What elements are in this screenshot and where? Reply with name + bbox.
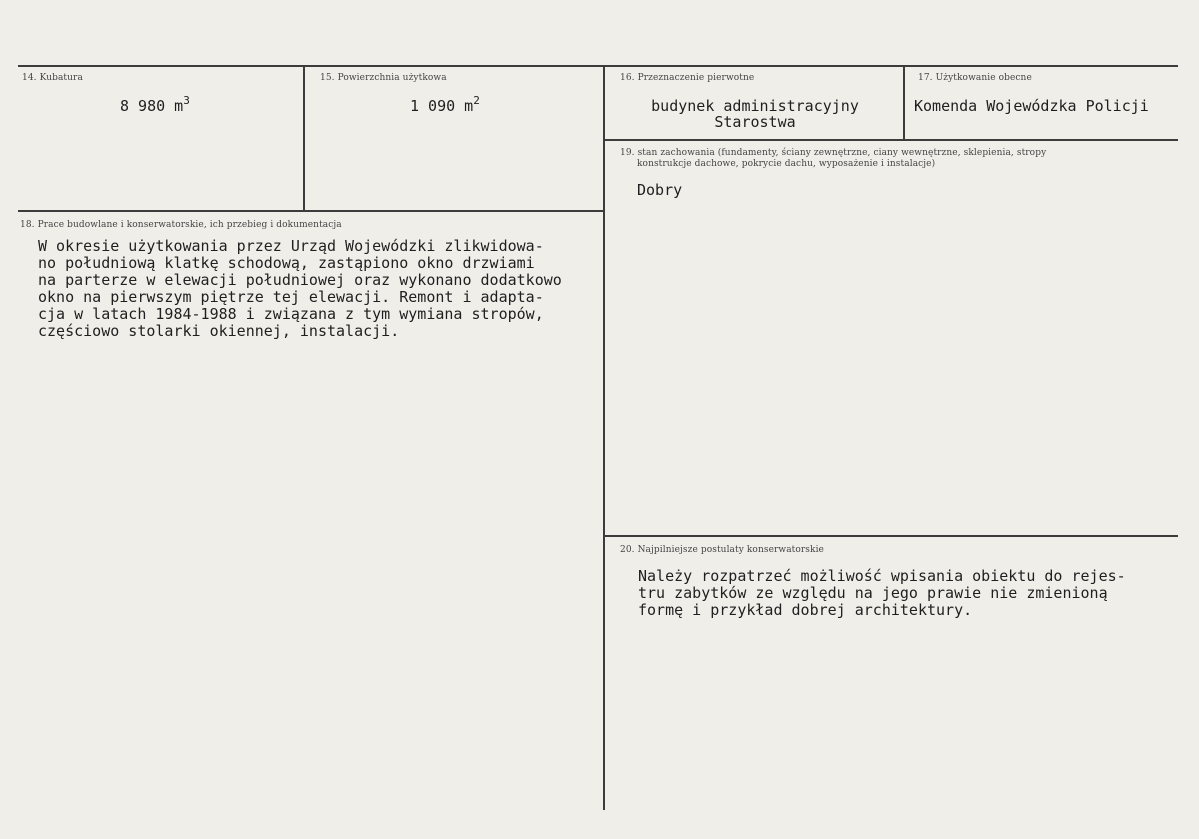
field-20-line: Należy rozpatrzeć możliwość wpisania obiektu do rejes- [638,567,1126,585]
field-19-label-line2: konstrukcje dachowe, pokrycie dachu, wyposażenie i instalacje) [637,159,936,169]
field-20-line: tru zabytków ze względu na jego prawie nie zmienioną [638,584,1108,602]
field-20-label: 20. Najpilniejsze postulaty konserwatorskie [620,545,824,555]
divider-14-15 [303,66,305,211]
field-17-value: Komenda Wojewódzka Policji [914,97,1149,115]
field-19-label-line1: 19. stan zachowania (fundamenty, ściany zewnętrzne, ciany wewnętrzne, sklepienia, stropy [620,148,1047,158]
field-15-value [410,94,480,115]
field-18-line: cja w latach 1984-1988 i związana z tym wymiana stropów, [38,305,544,323]
field-18-line: na parterze w elewacji południowej oraz wykonano dodatkowo [38,271,562,289]
kubatura-value: 8 980 m [120,97,184,115]
powierzchnia-value: 1 090 m [410,97,474,115]
row1-bottom-rule-left [18,210,604,212]
field-18-line: no południową klatkę schodową, zastąpiono okno drzwiami [38,254,535,272]
main-divider [603,66,605,810]
field-18-label: 18. Prace budowlane i konserwatorskie, ich przebieg i dokumentacja [20,220,342,230]
field-14-label: 14. Kubatura [22,73,83,83]
field-14-value [120,94,190,115]
field-17-label: 17. Użytkowanie obecne [918,73,1032,83]
kubatura-exponent: 3 [183,94,190,107]
field-19-value: Dobry [637,181,683,199]
field-15-label: 15. Powierzchnia użytkowa [320,73,447,83]
field20-top-rule [604,535,1178,537]
field-20-line: formę i przykład dobrej architektury. [638,601,973,619]
powierzchnia-exponent: 2 [473,94,480,107]
field-16-label: 16. Przeznaczenie pierwotne [620,73,755,83]
field-18-line: częściowo stolarki okiennej, instalacji. [38,322,400,340]
row1-bottom-rule-right [604,139,1178,141]
field-16-line2: Starostwa [714,113,796,131]
top-rule [18,65,1178,67]
field-18-line: okno na pierwszym piętrze tej elewacji. Remont i adapta- [38,288,544,306]
field-18-line: W okresie użytkowania przez Urząd Wojewódzki zlikwidowa- [38,237,544,255]
field-16-line1: budynek administracyjny [651,97,859,115]
